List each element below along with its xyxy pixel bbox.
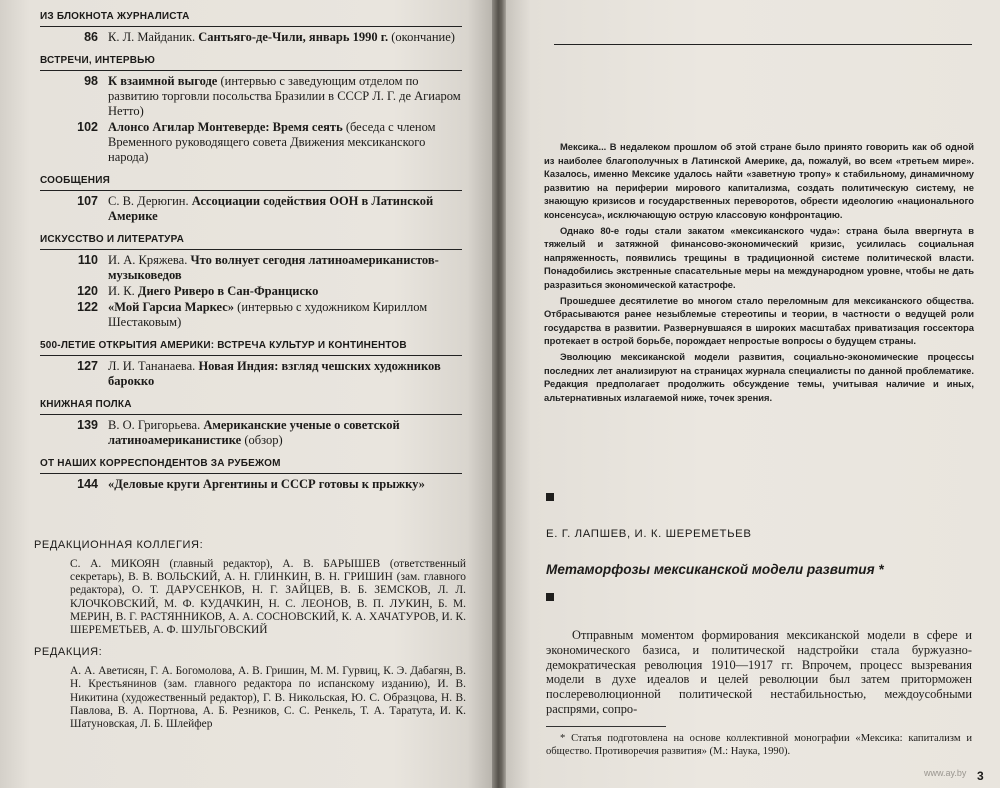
toc-page-number: 110	[77, 253, 98, 267]
toc-entry-title: Сантьяго-де-Чили, январь 1990 г.	[198, 30, 389, 44]
page-number: 3	[977, 769, 984, 783]
article-body	[546, 628, 972, 717]
toc-entry-title: Что волнует сегодня латиноамериканистов-музыковедов	[108, 253, 439, 282]
toc-entry-note: (окончание)	[391, 30, 455, 44]
right-page	[506, 0, 1000, 788]
watermark: www.ay.by	[924, 768, 967, 778]
toc-entry-author: С. В. Дерюгин.	[108, 194, 189, 208]
article-intro	[544, 140, 974, 406]
toc-entry	[40, 30, 462, 45]
toc-entry-note: (беседа с членом Временного руководящего совета Движения мексиканского народа)	[108, 120, 436, 164]
toc-section-rule	[40, 70, 462, 71]
toc-entry-text	[108, 300, 462, 330]
top-rule	[554, 44, 972, 45]
toc-page-number: 127	[77, 359, 98, 373]
toc-page-number: 107	[77, 194, 98, 208]
toc-entry-author: И. К.	[108, 284, 135, 298]
toc-entry	[40, 418, 462, 448]
toc-entry-title: «Деловые круги Аргентины и СССР готовы к прыжку»	[108, 477, 425, 491]
editorial-board	[34, 538, 466, 739]
editorial-staff-heading: РЕДАКЦИЯ:	[34, 646, 103, 659]
toc-entry	[40, 284, 462, 299]
toc-page-number: 98	[84, 74, 98, 88]
toc-entry-title: Американские ученые о советской латиноамериканистике	[108, 418, 400, 447]
toc-section-heading: ИЗ БЛОКНОТА ЖУРНАЛИСТА	[40, 11, 190, 22]
square-bullet-icon	[546, 593, 554, 601]
footnote-text: * Статья подготовлена на основе коллективной монографии «Мексика: капитализм и общество. Противоречия развития» (М.: Наука, 1990).	[546, 733, 972, 757]
intro-paragraph: Прошедшее десятилетие во многом стало переломным для мексиканского общества. Отбрасываются ранее незыблемые стереотипы и теории, в частности о ведущей роли государства в развитии. Развернувшаяся в широких масштабах приватизация госсектора протекает в острой борьбе, порождает непростые вопросы о будущем страны.	[544, 294, 974, 347]
footnote-rule	[546, 726, 666, 727]
table-of-contents	[40, 10, 462, 493]
toc-page-number: 102	[77, 120, 98, 134]
toc-entry-author: Л. И. Тананаева.	[108, 359, 196, 373]
toc-section-heading: КНИЖНАЯ ПОЛКА	[40, 399, 132, 410]
toc-entry-title: К взаимной выгоде	[108, 74, 218, 88]
toc-entry-title: Диего Риверо в Сан-Франциско	[137, 284, 319, 298]
book-gutter	[492, 0, 506, 788]
toc-entry-text	[108, 30, 462, 45]
toc-entry-note: (интервью с заведующим отделом по развитию торговли посольства Бразилии в СССР Л. Г. де Агиаром Нетто)	[108, 74, 461, 118]
toc-page-number: 139	[77, 418, 98, 432]
toc-entry-note: (обзор)	[244, 433, 283, 447]
toc-section-heading: СООБЩЕНИЯ	[40, 175, 110, 186]
toc-entry	[40, 253, 462, 283]
toc-entry-author: К. Л. Майданик.	[108, 30, 196, 44]
intro-paragraph: Мексика... В недалеком прошлом об этой стране было принято говорить как об одной из наиболее благополучных в Латинской Америке, да, пожалуй, во всем «третьем мире». Казалось, именно Мексике удалось найти «заветную тропу» к стабильному, динамичному развитию на периферии мирового капитализма, создать политическую систему, не знающую кризисов и государственных переворотов, обрести идеологию «национального консенсуса», исключающую острую классовую конфронтацию.	[544, 141, 974, 220]
toc-section-heading: 500-ЛЕТИЕ ОТКРЫТИЯ АМЕРИКИ: ВСТРЕЧА КУЛЬТУР И КОНТИНЕНТОВ	[40, 340, 407, 351]
body-paragraph: Отправным моментом формирования мексиканской модели в сфере и экономического базиса, и политической надстройки стала буржуазно-демократическая революция 1910—1917 гг. Впрочем, процесс вызревания модели в духе идеалов и целей революции был затем приторможен послереволюционной политической нестабильностью, междоусобными распрями, сопро-	[546, 628, 972, 716]
editorial-board-text: С. А. МИКОЯН (главный редактор), А. В. БАРЫШЕВ (ответственный секретарь), В. В. ВОЛЬСКИЙ, А. Н. ГЛИНКИН, В. Н. ГРИШИН (зам. главного редактора), О. Т. ДАРУСЕНКОВ, Н. Г. ЗАЙЦЕВ, В. Б. ЗЕМСКОВ, Л. Л. КЛОЧКОВСКИЙ, М. Ф. КУДАЧКИН, Н. С. ЛЕОНОВ, В. П. ЛУКИН, Б. М. МЕРИН, В. Г. РАСТЯННИКОВ, А. А. СОСНОВСКИЙ, К. А. ХАЧАТУРОВ, И. К. ШЕРЕМЕТЬЕВ, А. Ф. ШУЛЬГОВСКИЙ	[70, 558, 466, 637]
toc-section-heading: ИСКУССТВО И ЛИТЕРАТУРА	[40, 234, 185, 245]
article-title: Метаморфозы мексиканской модели развития *	[546, 562, 884, 577]
intro-paragraph: Однако 80-е годы стали закатом «мексиканского чуда»: страна была ввергнута в тяжелый и затяжной финансово-экономический кризис, усилилась социальная напряженность, появились трещины в традиционной системе политической власти. Понадобились экстренные спасательные меры на международном уровне, чтобы не дать разразиться экономической катастрофе.	[544, 224, 974, 290]
intro-paragraph: Эволюцию мексиканской модели развития, социально-экономические процессы последних лет анализируют на страницах журнала специалисты по данной проблематике. Редакция предполагает продолжить обсуждение темы, учитывая наличие и иных, альтернативных излагаемой ниже, точек зрения.	[544, 350, 974, 403]
toc-entry-text	[108, 194, 462, 224]
toc-entry-author: И. А. Кряжева.	[108, 253, 188, 267]
toc-entry-author: В. О. Григорьева.	[108, 418, 201, 432]
toc-page-number: 144	[77, 477, 98, 491]
toc-entry	[40, 359, 462, 389]
toc-section-rule	[40, 249, 462, 250]
article-authors: Е. Г. ЛАПШЕВ, И. К. ШЕРЕМЕТЬЕВ	[546, 528, 752, 540]
toc-entry-text	[108, 253, 462, 283]
toc-entry-text	[108, 284, 462, 299]
toc-entry	[40, 477, 462, 492]
toc-entry-note: (интервью с художником Кириллом Шестаковым)	[108, 300, 428, 329]
article-footnote	[546, 732, 972, 758]
toc-section-rule	[40, 355, 462, 356]
toc-entry-title: Новая Индия: взгляд чешских художников барокко	[108, 359, 441, 388]
toc-entry	[40, 300, 462, 330]
toc-entry-title: Ассоциации содействия ООН в Латинской Америке	[108, 194, 434, 223]
toc-section-rule	[40, 26, 462, 27]
toc-entry-text	[108, 359, 462, 389]
toc-entry-text	[108, 477, 462, 492]
toc-page-number: 86	[84, 30, 98, 44]
toc-entry-text	[108, 74, 462, 119]
toc-entry-title: «Мой Гарсиа Маркес»	[108, 300, 235, 314]
editorial-board-heading: РЕДАКЦИОННАЯ КОЛЛЕГИЯ:	[34, 539, 204, 551]
toc-section-heading: ВСТРЕЧИ, ИНТЕРВЬЮ	[40, 55, 156, 66]
toc-section-rule	[40, 473, 462, 474]
square-bullet-icon	[546, 493, 554, 501]
toc-section-rule	[40, 414, 462, 415]
toc-entry-text	[108, 418, 462, 448]
toc-entry	[40, 74, 462, 119]
editorial-staff-text: А. А. Аветисян, Г. А. Богомолова, А. В. Гришин, М. М. Гурвиц, К. Э. Дабагян, В. Н. Крестьянинов (зам. главного редактора по испанскому изданию), И. В. Никитина (художественный редактор), Г. В. Никольская, Ю. С. Образцова, Н. В. Павлова, В. А. Портнова, А. Б. Резников, С. С. Ренкель, Т. А. Таратута, И. К. Шатуновская, Л. Б. Шлейфер	[70, 665, 466, 731]
toc-section-rule	[40, 190, 462, 191]
toc-page-number: 122	[77, 300, 98, 314]
toc-entry	[40, 120, 462, 165]
toc-page-number: 120	[77, 284, 98, 298]
toc-entry-title: Алонсо Агилар Монтеверде: Время сеять	[108, 120, 343, 134]
toc-section-heading: ОТ НАШИХ КОРРЕСПОНДЕНТОВ ЗА РУБЕЖОМ	[40, 458, 281, 469]
left-page	[0, 0, 492, 788]
toc-entry	[40, 194, 462, 224]
toc-entry-text	[108, 120, 462, 165]
